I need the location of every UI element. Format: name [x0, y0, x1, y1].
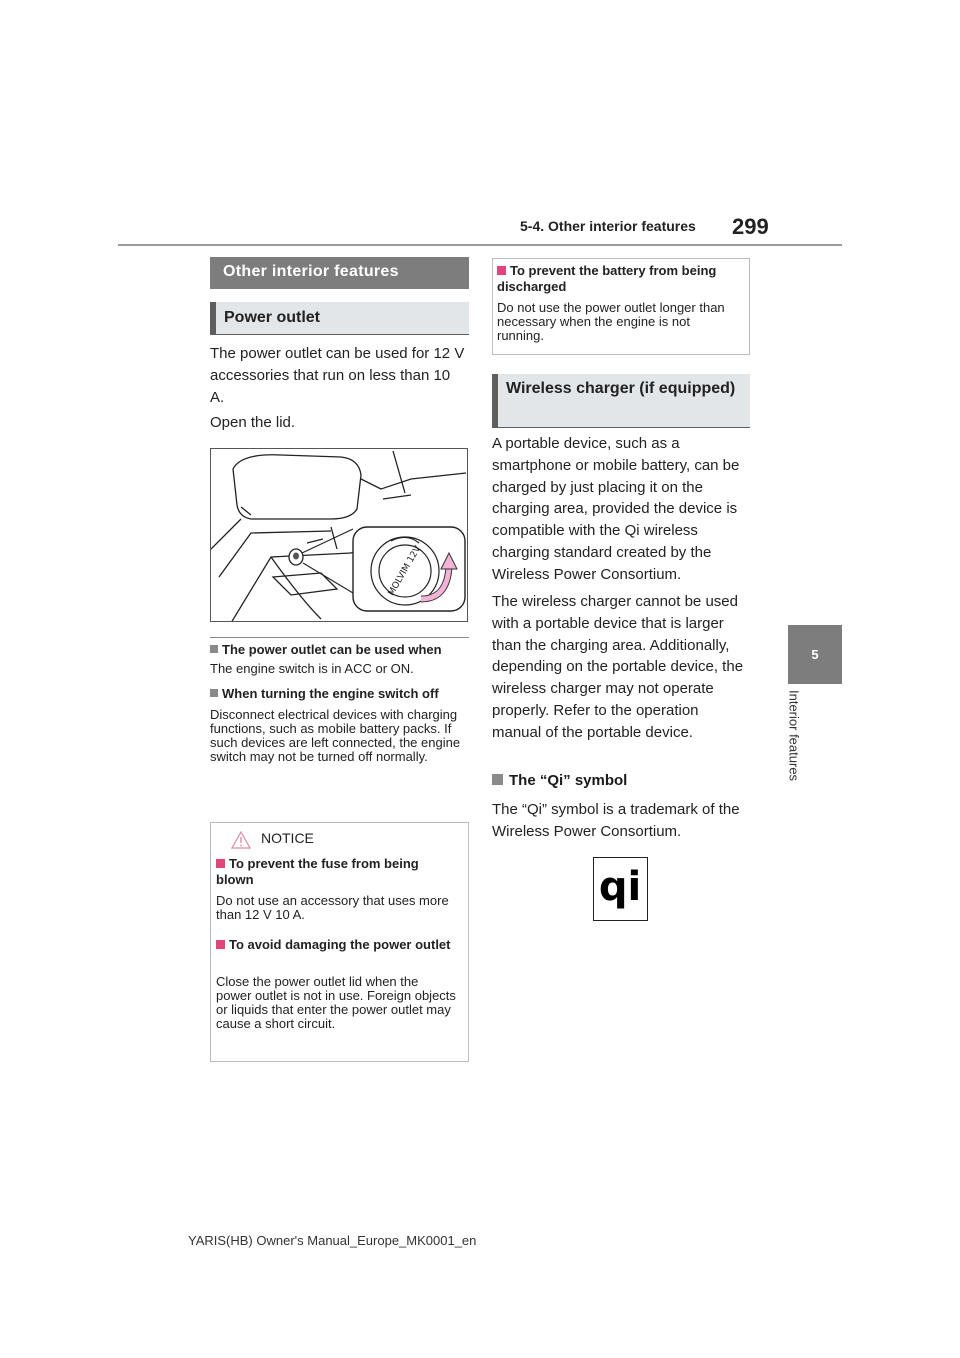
- battery-warning-box: [492, 258, 750, 355]
- notice-item-body: Close the power outlet lid when the power outlet is not in use. Foreign objects or liquids that enter the power outlet may cause a short circuit.: [216, 974, 456, 1031]
- warning-body: Do not use the power outlet longer than necessary when the engine is not running.: [497, 300, 725, 343]
- notes-divider: [210, 637, 469, 638]
- wireless-para-2: The wireless charger cannot be used with a portable device that is larger than the charging area. Additionally, depending on the portable device, the wireless charger may not operate properly. Refer to the operation manual of the portable device.: [492, 593, 744, 741]
- bullet-square-icon: [210, 645, 218, 653]
- power-outlet-heading: Power outlet: [210, 302, 469, 335]
- bullet-square-icon: [216, 940, 225, 949]
- chapter-tab[interactable]: 5: [788, 625, 842, 684]
- notice-box: [210, 822, 469, 1062]
- section-header: 5-4. Other interior features: [520, 218, 696, 234]
- qi-text: The “Qi” symbol is a trademark of the Wireless Power Consortium.: [492, 801, 740, 840]
- bullet-square-icon: [210, 689, 218, 697]
- console-drawing: [211, 449, 468, 622]
- qi-heading: The “Qi” symbol: [492, 772, 627, 789]
- bullet-square-icon: [216, 859, 225, 868]
- notice-item-heading: To prevent the fuse from being blown: [216, 856, 419, 887]
- bullet-square-icon: [497, 266, 506, 275]
- note-body: The engine switch is in ACC or ON.: [210, 661, 414, 676]
- warning-heading: To prevent the battery from being discharged: [497, 263, 717, 294]
- qi-logo: [593, 857, 648, 921]
- note-heading: The power outlet can be used when: [210, 642, 472, 658]
- note-body: Disconnect electrical devices with charging functions, such as mobile battery packs. If such devices are left connected, the engine switch may not be turned off normally.: [210, 707, 461, 764]
- page-number: 299: [732, 214, 769, 239]
- notice-title: NOTICE: [261, 830, 314, 846]
- power-outlet-intro: The power outlet can be used for 12 V accessories that run on less than 10 A.: [210, 345, 465, 406]
- notice-item-heading: To avoid damaging the power outlet: [216, 937, 456, 953]
- warning-triangle-icon: [231, 831, 251, 854]
- power-outlet-step: Open the lid.: [210, 414, 296, 431]
- wireless-charger-heading: Wireless charger (if equipped): [492, 374, 750, 428]
- notice-item-body: Do not use an accessory that uses more than 12 V 10 A.: [216, 893, 449, 922]
- lid-label: MOLVIM 12V: [386, 544, 424, 598]
- section-title: Other interior features: [210, 257, 469, 289]
- power-outlet-illustration: [210, 448, 468, 622]
- qi-logo-text: qi: [598, 864, 642, 910]
- note-heading: When turning the engine switch off: [210, 686, 472, 702]
- footer: YARIS(HB) Owner's Manual_Europe_MK0001_en: [188, 1233, 477, 1248]
- header-divider: [118, 244, 842, 246]
- wireless-para-1: A portable device, such as a smartphone or mobile battery, can be charged by just placing it on the charging area, provided the device is compatible with the Qi wireless charging standard created by the Wireless Power Consortium.: [492, 435, 740, 583]
- chapter-label: Interior features: [786, 690, 802, 782]
- bullet-square-icon: [492, 774, 503, 785]
